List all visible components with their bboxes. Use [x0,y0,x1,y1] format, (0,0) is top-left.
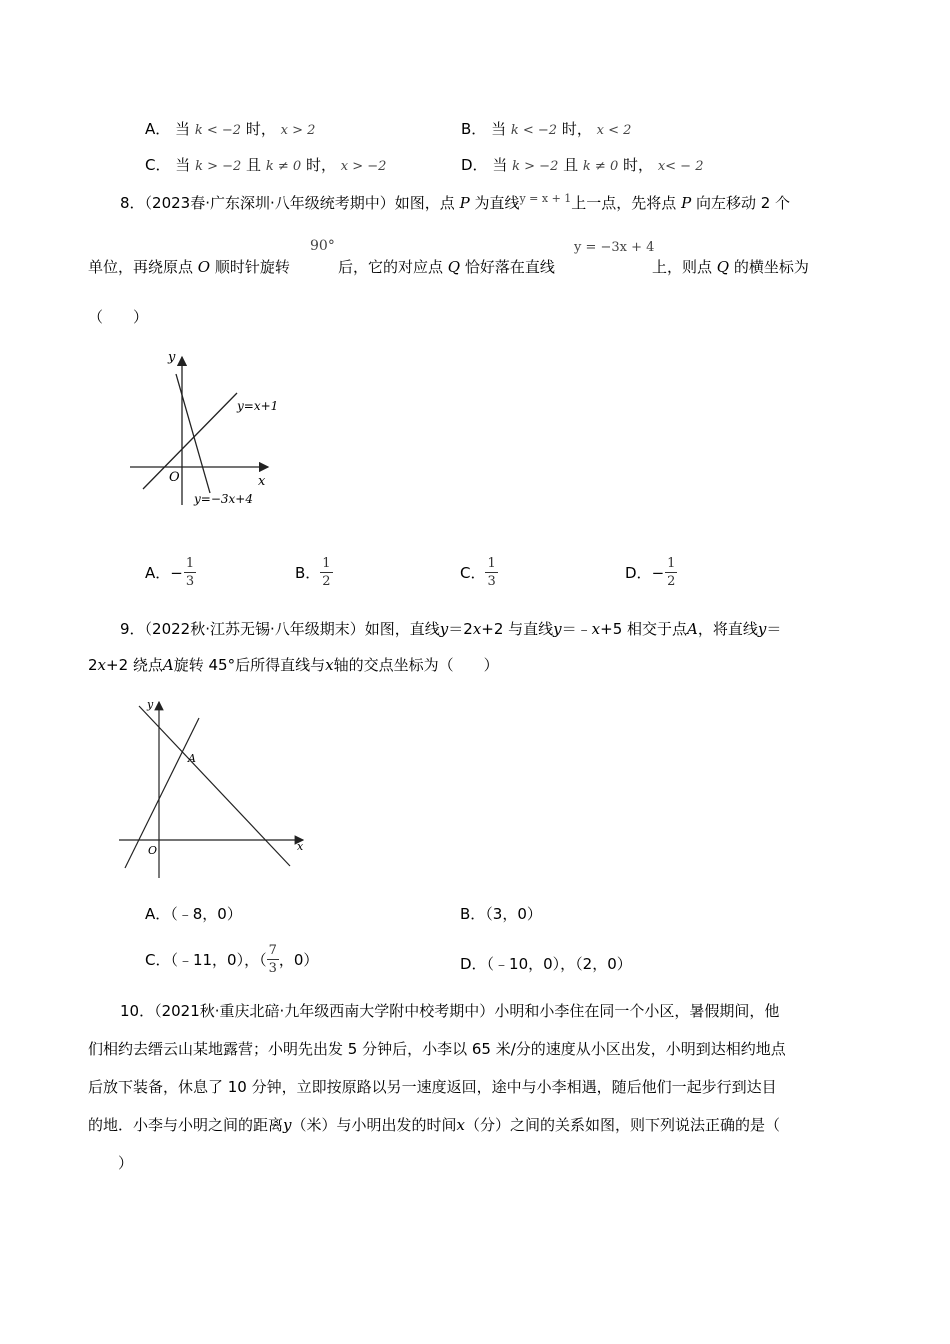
option-letter: C． [145,156,171,174]
q9-option-c[interactable]: C．（﹣11，0），（ $\frac{7}{3}$ ，0） [145,943,319,976]
fraction: $\frac{1}{2}$ [667,556,676,589]
q9-figure [115,692,310,882]
option-letter: D． [461,156,488,174]
q10-stem-line1: 10．（2021秋·重庆北碚·九年级西南大学附中校考期中）小明和小李住在同一个小区，暑假期间，他 [120,1002,780,1020]
q7-option-b[interactable]: B． 当 k < −2 时， x < 2 [461,120,632,138]
option-letter: A． [145,120,171,138]
origin-label: O [148,844,158,857]
point-a-label: A [188,752,196,765]
q9-stem-line1: 9．（2022秋·江苏无锡·八年级期末）如图，直线y＝2x+2 与直线y＝﹣x+5 相交于点A，将直线y＝ [120,620,782,638]
q10-stem-line4: 的地．小李与小明之间的距离y（米）与小明出发的时间x（分）之间的关系如图，则下列说法正确的是（ [88,1116,780,1134]
fraction: $\frac{7}{3}$ [268,943,277,976]
y-axis-label: y [168,350,176,365]
condition-math: k < −2 [194,123,242,138]
q7-option-a[interactable]: A． 当 k < −2 时， x > 2 [145,120,316,138]
question-source: （2023春·广东深圳·八年级统考期中） [144,194,395,212]
q8-stem-line2: 单位，再绕原点 O 顺时针旋转 [88,258,290,276]
q9-option-b[interactable]: B．（3，0） [460,905,542,923]
solution-math: x < 2 [596,123,632,138]
line-y-neg3x-plus-4 [176,374,210,493]
fraction: $\frac{1}{3}$ [185,556,195,589]
q8-option-a[interactable]: A．− $\frac{1}{3}$ [145,556,195,589]
option-letter: B． [461,120,487,138]
q10-stem-line2: 们相约去缙云山某地露营；小明先出发 5 分钟后，小李以 65 米/分的速度从小区出发，小明到达相约地点 [88,1040,786,1058]
line-y-neg-x-plus-5 [139,706,290,866]
line-equation: y = −3x + 4 [574,240,655,255]
line1-label: y=x+1 [237,399,279,413]
q10-stem-line3: 后放下装备，休息了 10 分钟，立即按原路以另一速度返回，途中与小李相遇，随后他们一起步行到达目 [88,1078,777,1096]
condition-math: k < −2 [510,123,558,138]
question-number: 10． [120,1002,155,1020]
line-y-x-plus-1 [143,393,237,489]
solution-math: x > 2 [280,123,316,138]
q8-option-c[interactable]: C． $\frac{1}{3}$ [460,556,496,589]
question-source: （2022秋·江苏无锡·八年级期末） [144,620,365,638]
q8-stem-line2b: 后，它的对应点 Q 恰好落在直线 [338,258,555,276]
q8-figure [120,345,290,515]
question-number: 8． [120,194,145,212]
rotation-angle: 90° [310,238,335,254]
q8-stem-line2c: 上，则点 Q 的横坐标为 [652,258,809,276]
q7-option-c[interactable]: C． 当 k > −2 且 k ≠ 0 时， x > −2 [145,156,387,174]
q8-option-b[interactable]: B． $\frac{1}{2}$ [295,556,331,589]
q7-option-d[interactable]: D． 当 k > −2 且 k ≠ 0 时， x< − 2 [461,156,704,174]
q9-option-d[interactable]: D．（﹣10，0），（2，0） [460,955,632,973]
y-axis-label: y [147,698,154,711]
question-source: （2021秋·重庆北碚·九年级西南大学附中校考期中） [154,1002,495,1020]
answer-paren: ） [88,1154,134,1172]
q9-option-a[interactable]: A．（﹣8，0） [145,905,242,923]
x-axis-label: x [297,840,304,853]
line-equation: y = x + 1 [519,192,572,205]
line-y-2x-plus-2 [125,718,199,868]
answer-paren: （ ） [88,308,149,326]
q8-stem-line1: 8．（2023春·广东深圳·八年级统考期中）如图，点 P 为直线$^{y = x + 1}$上一点，先将点 P 向左移动 2 个 [120,192,791,212]
question-number: 9． [120,620,145,638]
q9-stem-line2: 2x+2 绕点A旋转 45°后所得直线与x轴的交点坐标为（ ） [88,656,499,674]
fraction: $\frac{1}{3}$ [487,556,496,589]
q8-option-d[interactable]: D．− $\frac{1}{2}$ [625,556,676,589]
x-axis-label: x [258,474,266,489]
origin-label: O [169,470,180,485]
fraction: $\frac{1}{2}$ [322,556,331,589]
line2-label: y=−3x+4 [194,492,253,506]
